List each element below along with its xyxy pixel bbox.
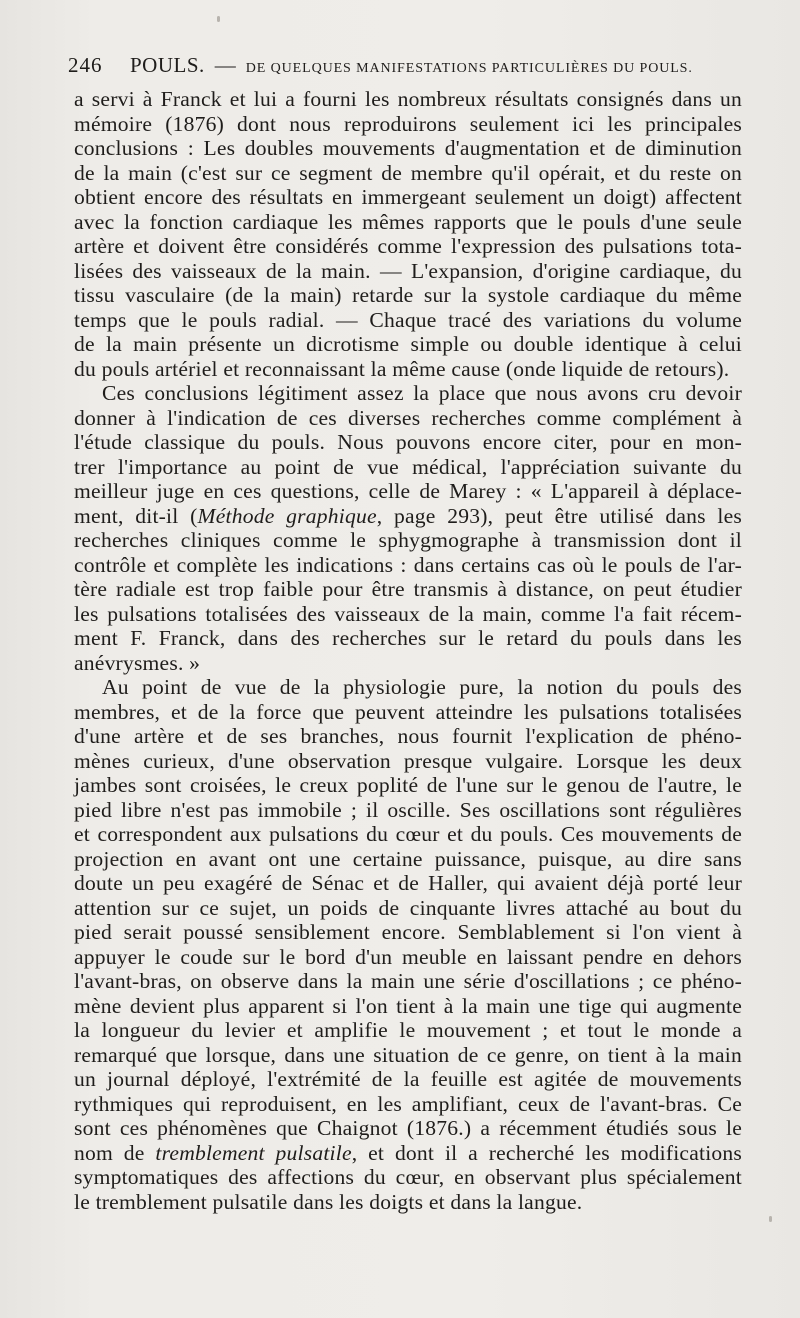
text-line: le tremblement pulsatile dans les doigts et dans la langue. (74, 1189, 583, 1214)
text-line: Ces conclusions légitiment assez la place que nous avons cru devoir (102, 381, 742, 405)
body-text (74, 87, 742, 1214)
running-title: POULS. (130, 53, 205, 77)
text-line: conclusions : Les doubles mouvements d'augmentation et de diminution (74, 136, 742, 160)
text-segment: , page 293), peut être utilisé dans les (376, 503, 742, 528)
text-line: artère et doivent être considérés comme l'expression des pulsations tota- (74, 234, 742, 258)
text-line: a servi à Franck et lui a fourni les nombreux résultats consignés dans un (74, 87, 742, 111)
text-line: projection en avant ont une certaine puissance, puisque, au dire sans (74, 846, 742, 871)
term-italic: tremblement pulsatile (155, 1140, 352, 1165)
text-line: l'avant-bras, on observe dans la main une série d'oscillations ; ce phéno- (74, 969, 742, 993)
chapter-subtitle: DE QUELQUES MANIFESTATIONS PARTICULIÈRES DU POULS. (245, 61, 693, 76)
text-line: pied libre n'est pas immobile ; il oscille. Ses oscillations sont régulières (74, 797, 742, 822)
text-line: recherches cliniques comme le sphygmographe à transmission dont il (74, 528, 742, 552)
text-line: anévrysmes. » (74, 650, 201, 675)
page-header (68, 50, 736, 80)
text-line: de la main présente un dicrotisme simple ou double identique à celui (74, 332, 742, 356)
text-line: remarqué que lorsque, dans une situation de ce genre, on tient à la main (74, 1042, 742, 1067)
text-line: sont ces phénomènes que Chaignot (1876.) a récemment étudiés sous le (74, 1116, 742, 1140)
text-line: et correspondent aux pulsations du cœur et du pouls. Ces mouvements de (74, 822, 742, 846)
text-segment: ment, dit-il ( (74, 503, 198, 528)
text-line: mènes curieux, d'une observation presque vulgaire. Lorsque les deux (74, 748, 742, 773)
text-line: contrôle et complète les indications : dans certains cas où le pouls de l'ar- (74, 552, 742, 577)
text-line: mène devient plus apparent si l'on tient à la main une tige qui augmente (74, 993, 742, 1018)
text-line: doute un peu exagéré de Sénac et de Haller, qui avaient déjà porté leur (74, 871, 742, 895)
text-segment: nom de (74, 1140, 156, 1165)
text-line: avec la fonction cardiaque les mêmes rapports que le pouls d'une seule (74, 209, 742, 234)
header-separator: — (214, 53, 236, 77)
text-line: de la main (c'est sur ce segment de membre qu'il opérait, et du reste on (74, 160, 742, 185)
text-line: d'une artère et de ses branches, nous fournit l'explication de phéno- (74, 724, 742, 748)
text-line: mémoire (1876) dont nous reproduirons seulement ici les principales (74, 111, 742, 136)
text-line: tissu vasculaire (de la main) retarde sur la systole cardiaque du même (74, 283, 742, 307)
text-line: meilleur juge en ces questions, celle de Marey : « L'appareil à déplace- (74, 479, 742, 503)
paper-speck (217, 16, 220, 22)
text-line: la longueur du levier et amplifie le mouvement ; et tout le monde a (74, 1018, 742, 1042)
text-segment: , et dont il a recherché les modifications (351, 1140, 742, 1165)
text-line: symptomatiques des affections du cœur, en observant plus spécialement (74, 1165, 742, 1189)
book-title-italic: Méthode graphique (197, 503, 377, 528)
text-line: pied serait poussé sensiblement encore. Semblablement si l'on vient à (74, 920, 742, 944)
text-line: jambes sont croisées, le creux poplité de l'une sur le genou de l'autre, le (74, 773, 742, 797)
paper-speck (769, 1216, 772, 1222)
text-line: l'étude classique du pouls. Nous pouvons encore citer, pour en mon- (74, 430, 742, 454)
page-number: 246 (68, 53, 103, 77)
text-line: temps que le pouls radial. — Chaque tracé des variations du volume (74, 307, 742, 332)
text-line: ment F. Franck, dans des recherches sur le retard du pouls dans les (74, 626, 742, 650)
text-line: Au point de vue de la physiologie pure, la notion du pouls des (102, 675, 742, 699)
text-line: un journal déployé, l'extrémité de la feuille est agitée de mouvements (74, 1067, 742, 1091)
text-line: obtient encore des résultats en immergeant seulement un doigt) affectent (74, 185, 742, 209)
text-line: donner à l'indication de ces diverses recherches comme complément à (74, 405, 742, 430)
text-line: lisées des vaisseaux de la main. — L'expansion, d'origine cardiaque, du (74, 258, 742, 283)
text-line (74, 504, 742, 529)
text-line: rythmiques qui reproduisent, en les amplifiant, ceux de l'avant-bras. Ce (74, 1091, 742, 1116)
text-line: appuyer le coude sur le bord d'un meuble en laissant pendre en dehors (74, 944, 742, 969)
text-line: tère radiale est trop faible pour être transmis à distance, on peut étudier (74, 577, 742, 601)
text-line: les pulsations totalisées des vaisseaux de la main, comme l'a fait récem- (74, 601, 742, 626)
text-line (74, 1141, 742, 1166)
text-line: trer l'importance au point de vue médical, l'appréciation suivante du (74, 454, 742, 479)
text-line: attention sur ce sujet, un poids de cinquante livres attaché au bout du (74, 895, 742, 920)
text-line: du pouls artériel et reconnaissant la même cause (onde liquide de retours). (74, 356, 730, 381)
text-line: membres, et de la force que peuvent atteindre les pulsations totalisées (74, 699, 742, 724)
